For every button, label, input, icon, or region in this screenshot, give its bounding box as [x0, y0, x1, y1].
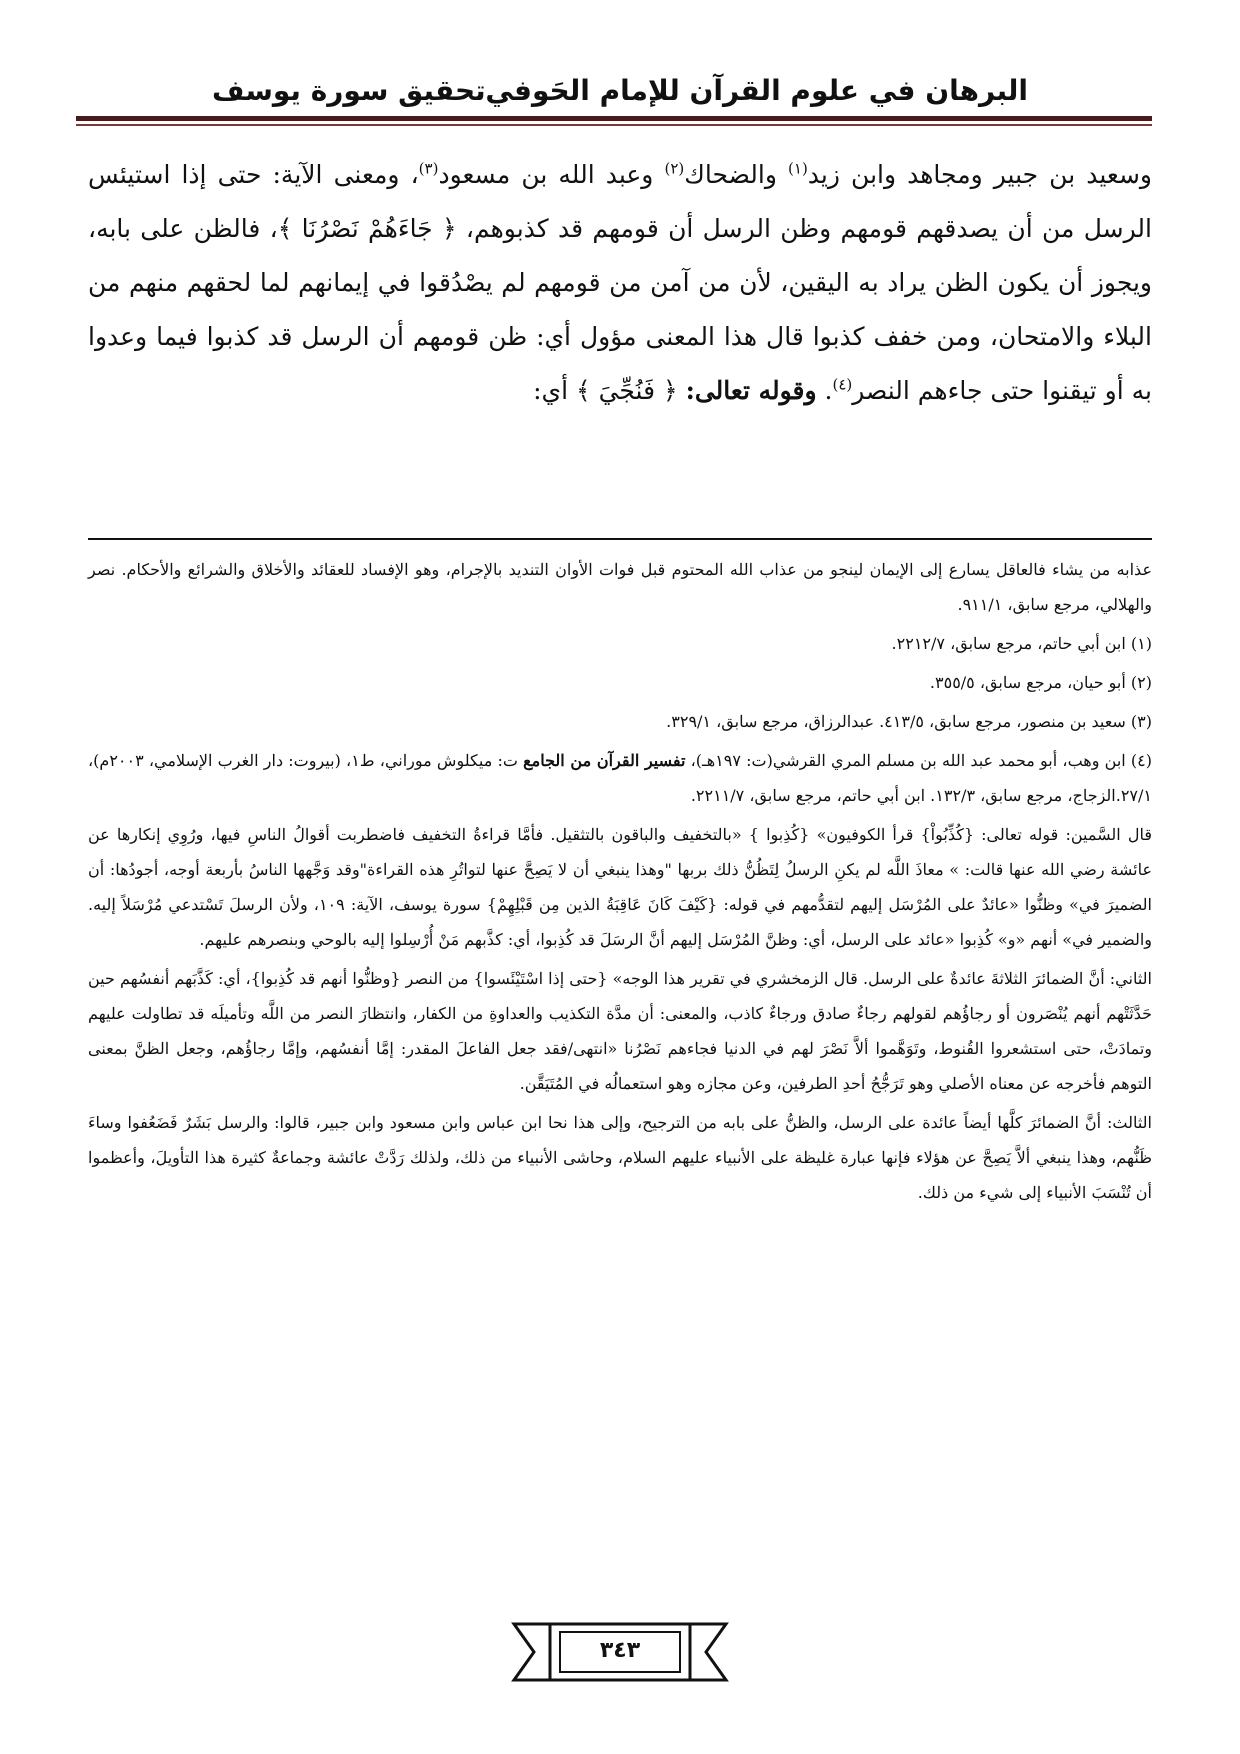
- page-number-banner: [510, 1620, 730, 1684]
- footnote-separator: [88, 538, 1152, 540]
- page-number: ٣٤٣: [599, 1638, 641, 1663]
- footnote-quote-3: الثالث: أنَّ الضمائرَ كلَّها أيضاً عائدة على الرسل، والظنُّ على بابه من الترجيح، وإلى هذا نحا ابن عباس وابن مسعود وابن جبير، قالوا: والرسل بَشَرٌ فَضَعُفوا وساءَ ظَنُّهم، وهذا ينبغي ألاَّ يَصِحَّ عن هؤلاء فإنها عبارة غليظة على الأنبياء عليهم السلام، وحاشى الأنبياء من ذلك، ولذلك رَدَّتْ عائشة وجماعةٌ كثيرة هذا التأويلَ، وأعظموا أن تُنْسَبَ الأنبياء إلى شيء من ذلك.: [88, 1113, 1153, 1202]
- footnote-ref: (٣): [418, 159, 439, 178]
- footnote-ref: (١): [788, 159, 808, 178]
- footnote-2: (٢) أبو حيان، مرجع سابق، ٣٥٥/٥.: [929, 673, 1152, 692]
- footnote-quote-2: الثاني: أنَّ الضمائرَ الثلاثةَ عائدةٌ على الرسل. قال الزمخشري في تقرير هذا الوجه» {حتى إذا اسْتَيْئَسوا} من النصر {وظنُّوا أنهم قد كُذِبوا}، أي: كَذَّبَهم أنفسُهم حين حَدَّثَتْهم أنهم يُنْصَرون أو رجاؤُهم لقولهم رجاءٌ صادق ورجاءٌ كاذب، والمعنى: أن مدَّة التكذيب والعداوةِ من الكفار، وانتظارَ النصر من اللَّه وتأميلَه قد تطاولت عليهم وتمادَتْ، حتى استشعروا القُنوط، وتَوَهَّموا ألاَّ نَصْرَ لهم في الدنيا فجاءهم نَصْرُنا «انتهى/فقد جعل الفاعلَ المقدر: إمَّا أنفسُهم، وإمَّا رجاؤُهم، وجعل الظنَّ بمعنى التوهم فأخرجه عن معناه الأصلي وهو تَرَجُّحُ أحدِ الطرفين، وعن مجازه وهو استعمالُه في المُتَيَقَّن.: [88, 969, 1152, 1093]
- footnote-ref: (٢): [664, 159, 685, 178]
- bold-phrase: وقوله تعالى:: [685, 376, 817, 405]
- text-run: ﴿ فَنُجِّيَ ﴾ أي:: [533, 376, 686, 405]
- text-run: وعبد الله بن مسعود: [438, 160, 665, 189]
- footnote-ref: (٤): [832, 375, 853, 394]
- text-run: ت: ميكلوش موراني، ط١، (بيروت: دار الغرب الإسلامي، ٢٠٠٣م)، ٢٧/١.الزجاج، مرجع سابق، ١٣٢/٣. ابن أبي حاتم، مرجع سابق، ٢٢١١/٧.: [88, 751, 1152, 805]
- main-paragraph: [88, 148, 1152, 418]
- text-run: ، ومعنى الآية: حتى إذا استيئس الرسل من أن يصدقهم قومهم وظن الرسل أن قومهم قد كذبوهم، ﴿ جَاءَهُمْ نَصْرُنَا ﴾، فالظن على بابه، ويجوز أن يكون الظن يراد به اليقين، لأن من آمن من قومهم لم يصْدُقوا في إيمانهم لما لحقهم منهم من البلاء والامتحان، ومن خفف كذبوا قال هذا المعنى مؤول أي: ظن قومهم أن الرسل قد كذبوا فيما وعدوا به أو تيقنوا حتى جاءهم النصر: [88, 160, 1152, 405]
- main-text: [88, 148, 1152, 418]
- header-rule-thin: [76, 124, 1152, 126]
- header-rule-thick: [76, 116, 1152, 121]
- footnote-3: (٣) سعيد بن منصور، مرجع سابق، ٤١٣/٥. عبدالرزاق، مرجع سابق، ٣٢٩/١.: [666, 712, 1152, 731]
- text-run: .: [816, 376, 833, 405]
- text-run: والضحاك: [684, 160, 789, 189]
- footnote-continuation: عذابه من يشاء فالعاقل يسارع إلى الإيمان لينجو من عذاب الله المحتوم قبل فوات الأوان التنديد بالإجرام، وهو الإفساد للعقائد والأخلاق والشرائع والأحكام. نصر والهلالي، مرجع سابق، ٩١١/١.: [88, 560, 1152, 614]
- footnotes: [88, 552, 1152, 1214]
- book-title-bold: تفسير القرآن من الجامع: [523, 751, 686, 770]
- footnote-1: (١) ابن أبي حاتم، مرجع سابق، ٢٢١٢/٧.: [891, 634, 1152, 653]
- running-header: [212, 68, 1028, 118]
- footnote-quote-1: قال السَّمين: قوله تعالى: {كُذِّبُواْ} قرأ الكوفيون» {كُذِبوا } «بالتخفيف والباقون بالتثقيل. فأمَّا قراءةُ التخفيف فاضطربت أقوالُ الناسِ فيها، ورُوِي إنكارها عن عائشة رضي الله عنها قالت: » معاذَ اللَّه لم يكنِ الرسلُ لِتَظُنُّ ذلك بربها "وهذا ينبغي أن لا يَصِحَّ عنها لتواتُرِ هذه القراءة"وقد وَجَّهها الناسُ بأربعة أوجه، أجودُها: أن الضميرَ في» وظنُّوا «عائدٌ على المُرْسَل إليهم لتقدُّمهم في قوله: {كَيْفَ كَانَ عَاقِبَةُ الذين مِن قَبْلِهِمْ} سورة يوسف، الآية: ١٠٩، ولأن الرسلَ تَسْتدعي مُرْسَلاً إليه. والضمير في» أنهم «و» كُذِبوا «عائد على الرسل، أي: وظنَّ المُرْسَل إليهم أنَّ الرسَلَ قد كُذِبوا، أي: كذَّبهم مَنْ أُرْسِلوا إليه بالوحي وبنصرهم عليهم.: [88, 825, 1153, 949]
- section-title: تحقيق سورة يوسف: [212, 74, 486, 107]
- book-title: البرهان في علوم القرآن للإمام الحَوفي: [485, 74, 1028, 107]
- text-run: (٤) ابن وهب، أبو محمد عبد الله بن مسلم المري القرشي(ت: ١٩٧هـ)،: [685, 751, 1152, 770]
- footnote-4: [88, 743, 1152, 813]
- text-run: وسعيد بن جبير ومجاهد وابن زيد: [807, 160, 1152, 189]
